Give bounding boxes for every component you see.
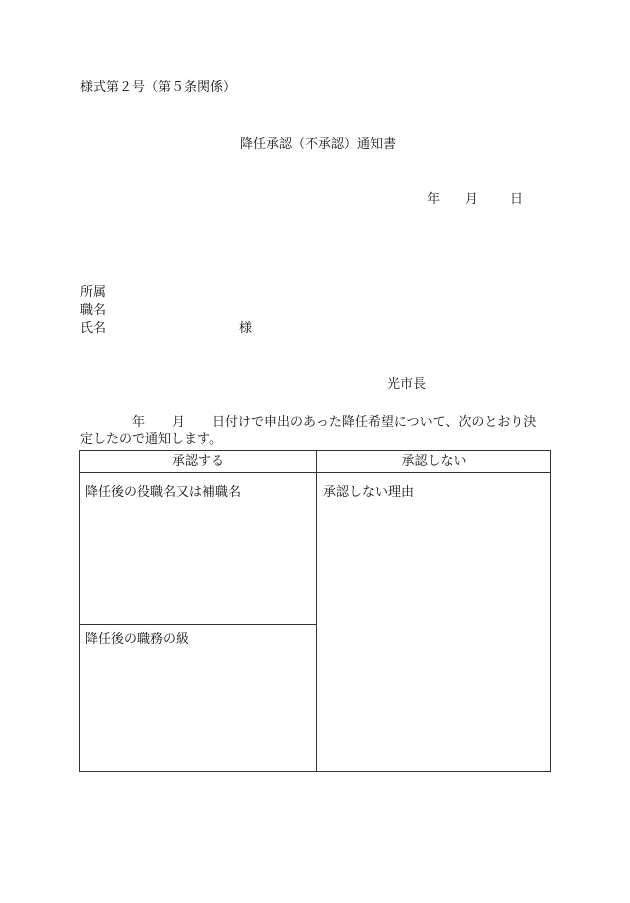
body-text-line-1: [80, 415, 536, 431]
date-day-label: 日: [510, 192, 524, 207]
approve-grade-cell: 降任後の職務の級: [85, 632, 190, 647]
reject-reason-cell: 承認しない理由: [323, 485, 415, 500]
approve-header: 承認する: [171, 454, 224, 469]
recipient-name-label: 氏名: [80, 321, 107, 336]
date-line: [427, 192, 523, 208]
decision-table: [79, 450, 551, 772]
recipient-position-label: 職名: [80, 303, 107, 318]
date-month-label: 月: [465, 192, 479, 207]
date-year-label: 年: [427, 192, 441, 207]
body-month-label: 月: [172, 415, 186, 430]
table-divider-vertical: [316, 451, 317, 771]
document-title: 降任承認（不承認）通知書: [240, 137, 397, 152]
recipient-department-label: 所属: [80, 285, 107, 300]
table-header-divider: [80, 472, 550, 473]
issuer-name: 光市長: [387, 377, 427, 392]
body-year-label: 年: [132, 415, 146, 430]
reject-header: 承認しない: [401, 454, 467, 469]
body-line1-text: 日付けで申出のあった降任希望について、次のとおり決: [212, 415, 537, 430]
approve-post-cell: 降任後の役職名又は補職名: [85, 485, 242, 500]
body-text-line-2: 定したので通知します。: [80, 432, 222, 447]
form-number-label: 様式第２号（第５条関係）: [80, 80, 237, 95]
table-left-divider: [80, 624, 316, 625]
recipient-honorific: 様: [239, 321, 253, 336]
